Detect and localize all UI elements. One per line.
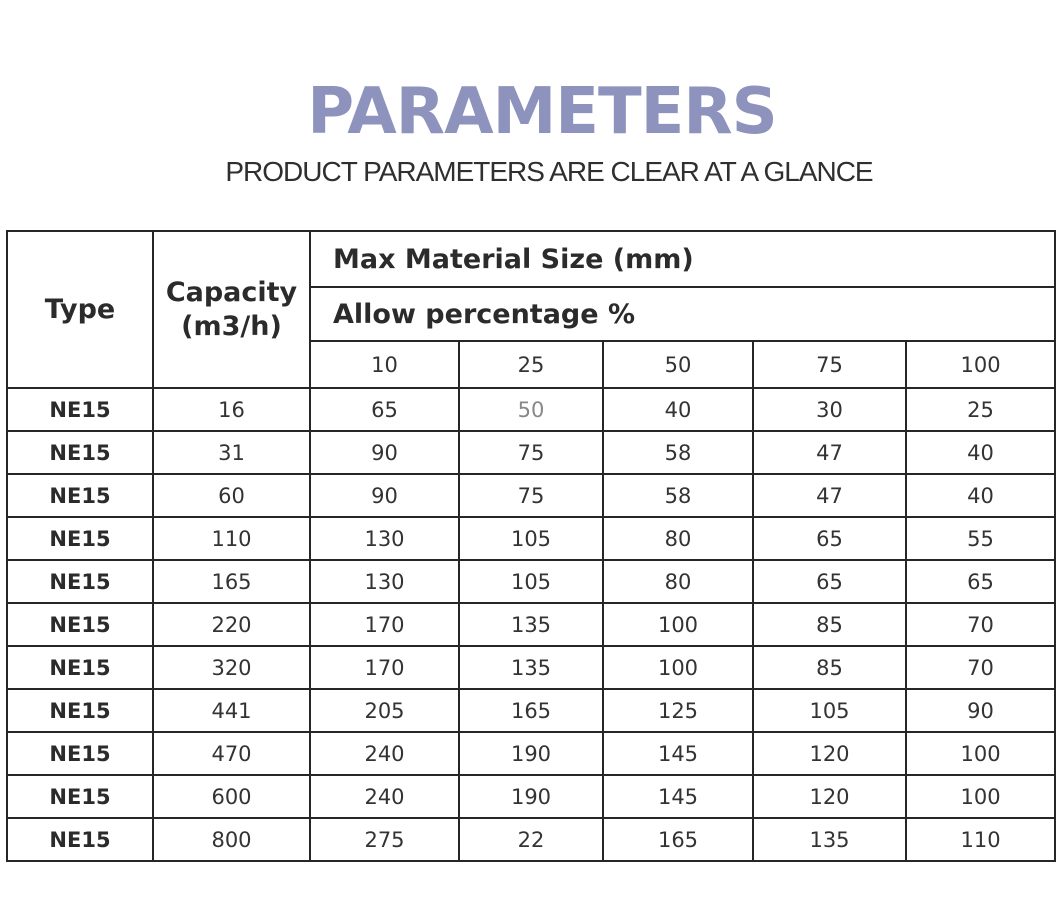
capacity-cell: 16 [153,388,310,431]
value-cell: 65 [906,560,1055,603]
type-cell: NE15 [7,646,153,689]
type-cell: NE15 [7,431,153,474]
table-row [7,732,1055,775]
value-cell: 240 [310,732,459,775]
value-cell: 85 [753,646,906,689]
parameters-table [6,230,1056,862]
capacity-header [153,231,310,388]
value-cell: 100 [603,646,753,689]
value-cell: 130 [310,517,459,560]
table-row [7,689,1055,732]
capacity-cell: 60 [153,474,310,517]
size-header-cell: 100 [906,341,1055,388]
value-cell: 55 [906,517,1055,560]
value-cell: 105 [459,517,603,560]
value-cell: 100 [906,732,1055,775]
type-cell: NE15 [7,689,153,732]
type-cell: NE15 [7,560,153,603]
table-row [7,474,1055,517]
value-cell: 125 [603,689,753,732]
value-cell: 47 [753,431,906,474]
size-header-cell: 75 [753,341,906,388]
value-cell: 120 [753,732,906,775]
value-cell: 240 [310,775,459,818]
value-cell: 58 [603,431,753,474]
size-header-cell: 25 [459,341,603,388]
type-cell: NE15 [7,603,153,646]
value-cell: 120 [753,775,906,818]
value-cell: 50 [459,388,603,431]
capacity-cell: 600 [153,775,310,818]
value-cell: 90 [310,431,459,474]
value-cell: 75 [459,474,603,517]
type-cell: NE15 [7,388,153,431]
type-cell: NE15 [7,732,153,775]
max-material-size-header: Max Material Size (mm) [310,231,1055,287]
table-row [7,603,1055,646]
page-subtitle: PRODUCT PARAMETERS ARE CLEAR AT A GLANCE [225,156,873,187]
value-cell: 170 [310,646,459,689]
value-cell: 145 [603,775,753,818]
type-cell: NE15 [7,474,153,517]
value-cell: 135 [459,646,603,689]
value-cell: 205 [310,689,459,732]
capacity-cell: 165 [153,560,310,603]
value-cell: 70 [906,646,1055,689]
value-cell: 105 [753,689,906,732]
value-cell: 170 [310,603,459,646]
value-cell: 47 [753,474,906,517]
value-cell: 25 [906,388,1055,431]
value-cell: 65 [753,517,906,560]
value-cell: 80 [603,560,753,603]
value-cell: 75 [459,431,603,474]
value-cell: 65 [310,388,459,431]
value-cell: 105 [459,560,603,603]
size-header-cell: 50 [603,341,753,388]
value-cell: 145 [603,732,753,775]
value-cell: 65 [753,560,906,603]
capacity-cell: 320 [153,646,310,689]
value-cell: 100 [603,603,753,646]
value-cell: 190 [459,775,603,818]
table-row [7,818,1055,861]
table-row [7,517,1055,560]
value-cell: 165 [603,818,753,861]
type-cell: NE15 [7,517,153,560]
table-row [7,388,1055,431]
type-cell: NE15 [7,818,153,861]
value-cell: 90 [310,474,459,517]
value-cell: 80 [603,517,753,560]
value-cell: 40 [603,388,753,431]
value-cell: 190 [459,732,603,775]
capacity-cell: 110 [153,517,310,560]
value-cell: 275 [310,818,459,861]
allow-percentage-header: Allow percentage % [310,287,1055,341]
capacity-cell: 470 [153,732,310,775]
value-cell: 40 [906,431,1055,474]
value-cell: 130 [310,560,459,603]
table-row [7,560,1055,603]
table-row [7,775,1055,818]
capacity-header-label: Capacity [165,276,298,308]
table-row [7,646,1055,689]
type-header: Type [7,231,153,388]
capacity-cell: 220 [153,603,310,646]
value-cell: 165 [459,689,603,732]
size-header-cell: 10 [310,341,459,388]
capacity-cell: 800 [153,818,310,861]
capacity-cell: 31 [153,431,310,474]
value-cell: 70 [906,603,1055,646]
value-cell: 30 [753,388,906,431]
value-cell: 58 [603,474,753,517]
capacity-header-unit: (m3/h) [181,310,282,342]
value-cell: 135 [459,603,603,646]
table-row [7,431,1055,474]
value-cell: 85 [753,603,906,646]
value-cell: 90 [906,689,1055,732]
page-title: PARAMETERS [307,75,777,149]
value-cell: 22 [459,818,603,861]
value-cell: 110 [906,818,1055,861]
capacity-cell: 441 [153,689,310,732]
value-cell: 100 [906,775,1055,818]
value-cell: 135 [753,818,906,861]
type-cell: NE15 [7,775,153,818]
value-cell: 40 [906,474,1055,517]
